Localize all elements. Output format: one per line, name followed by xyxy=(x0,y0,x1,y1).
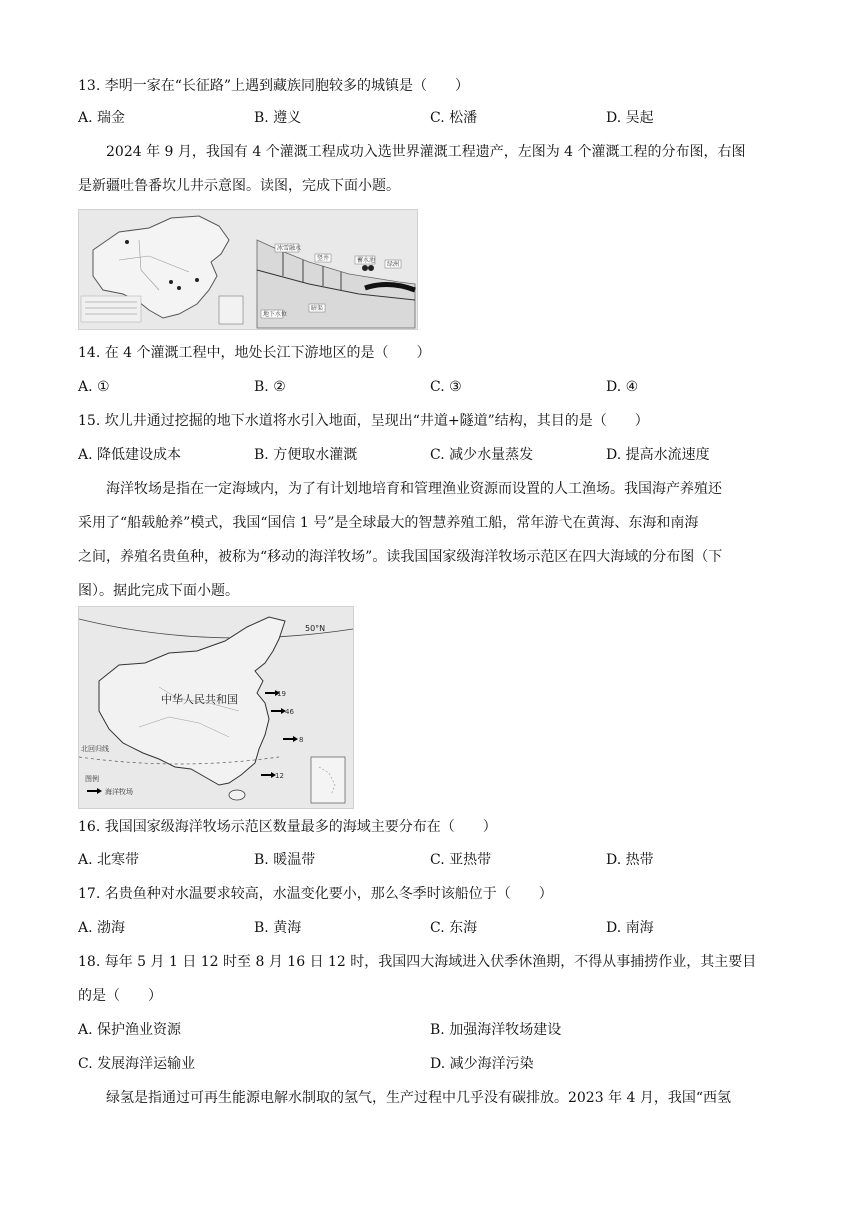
q14-option-c: C. ③ xyxy=(430,379,462,395)
question-13-stem: 13. 李明一家在“长征路”上遇到藏族同胞较多的城镇是（ ） xyxy=(78,78,470,94)
q18-option-c: C. 发展海洋运输业 xyxy=(78,1056,196,1072)
count-19: 19 xyxy=(277,690,286,698)
q13-option-d: D. 吴起 xyxy=(606,110,654,126)
intro2-line1: 海洋牧场是指在一定海域内，为了有计划地培育和管理渔业资源而设置的人工渔场。我国海产养殖还 xyxy=(106,481,722,497)
lat-label: 50°N xyxy=(305,624,326,633)
q17-option-a: A. 渤海 xyxy=(78,920,126,936)
q14-option-b: B. ② xyxy=(254,379,286,395)
q16-option-b: B. 暖温带 xyxy=(254,852,316,868)
q13-option-b: B. 遵义 xyxy=(254,110,302,126)
q17-option-c: C. 东海 xyxy=(430,920,478,936)
q15-option-c: C. 减少水量蒸发 xyxy=(430,447,534,463)
china-map-sketch xyxy=(81,216,243,324)
question-15-stem: 15. 坎儿井通过挖掘的地下水道将水引入地面，呈现出“井道+隧道”结构，其目的是（ ） xyxy=(78,413,649,429)
label-reservoir: 蓄水池 xyxy=(357,257,376,264)
q17-option-d: D. 南海 xyxy=(606,920,654,936)
count-12: 12 xyxy=(275,772,284,780)
count-46: 46 xyxy=(285,708,294,716)
intro1-line1: 2024 年 9 月，我国有 4 个灌溉工程成功入选世界灌溉工程遗产，左图为 4 个灌溉工程的分布图，右图 xyxy=(106,144,746,160)
question-18-stem-line2: 的是（ ） xyxy=(78,988,162,1004)
q16-option-d: D. 热带 xyxy=(606,852,654,868)
q13-option-c: C. 松潘 xyxy=(430,110,478,126)
legend-item: 海洋牧场 xyxy=(105,788,133,796)
q15-option-a: A. 降低建设成本 xyxy=(78,447,182,463)
intro1-line2: 是新疆吐鲁番坎儿井示意图。读图，完成下面小题。 xyxy=(78,178,400,194)
label-snowmelt: 冰雪融水 xyxy=(277,245,302,252)
intro2-line4: 图）。据此完成下面小题。 xyxy=(78,583,239,599)
intro2-line2: 采用了“船载舱养”模式，我国“国信 1 号”是全球最大的智慧养殖工船，常年游弋在黄海、东海和南海 xyxy=(78,515,699,531)
question-14-stem: 14. 在 4 个灌溉工程中，地处长江下游地区的是（ ） xyxy=(78,345,431,361)
label-oasis: 绿洲 xyxy=(387,261,400,268)
question-18-stem-line1: 18. 每年 5 月 1 日 12 时至 8 月 16 日 12 时，我国四大海域进入伏季休渔期，不得从事捕捞作业，其主要目 xyxy=(78,954,757,970)
q14-option-d: D. ④ xyxy=(606,379,639,395)
figure-marine-ranch-map xyxy=(78,606,354,809)
label-water-table: 地下水位 xyxy=(263,311,288,318)
q17-option-b: B. 黄海 xyxy=(254,920,302,936)
tropic-label: 北回归线 xyxy=(81,745,109,753)
label-canal: 暗渠 xyxy=(311,305,324,312)
question-17-stem: 17. 名贵鱼种对水温要求较高，水温变化要小，那么冬季时该船位于（ ） xyxy=(78,886,553,902)
q16-option-c: C. 亚热带 xyxy=(430,852,492,868)
q18-option-a: A. 保护渔业资源 xyxy=(78,1022,182,1038)
intro3-line1: 绿氢是指通过可再生能源电解水制取的氢气，生产过程中几乎没有碳排放。2023 年 4 月，我国“西氢 xyxy=(106,1090,732,1106)
country-label: 中华人民共和国 xyxy=(161,693,238,706)
question-16-stem: 16. 我国国家级海洋牧场示范区数量最多的海域主要分布在（ ） xyxy=(78,819,497,835)
q18-option-b: B. 加强海洋牧场建设 xyxy=(430,1022,562,1038)
intro2-line3: 之间，养殖名贵鱼种，被称为“移动的海洋牧场”。读我国国家级海洋牧场示范区在四大海域的分布图（下 xyxy=(78,549,723,565)
q18-option-d: D. 减少海洋污染 xyxy=(430,1056,534,1072)
q15-option-d: D. 提高水流速度 xyxy=(606,447,710,463)
q13-option-a: A. 瑞金 xyxy=(78,110,126,126)
south-china-sea-inset xyxy=(311,757,345,803)
label-shaft: 竖井 xyxy=(317,255,330,262)
q16-option-a: A. 北寒带 xyxy=(78,852,140,868)
figure-irrigation xyxy=(78,209,418,330)
count-8: 8 xyxy=(299,736,304,744)
q14-option-a: A. ① xyxy=(78,379,110,395)
q15-option-b: B. 方便取水灌溉 xyxy=(254,447,358,463)
karez-diagram xyxy=(257,240,415,328)
legend-title: 图例 xyxy=(85,775,99,783)
